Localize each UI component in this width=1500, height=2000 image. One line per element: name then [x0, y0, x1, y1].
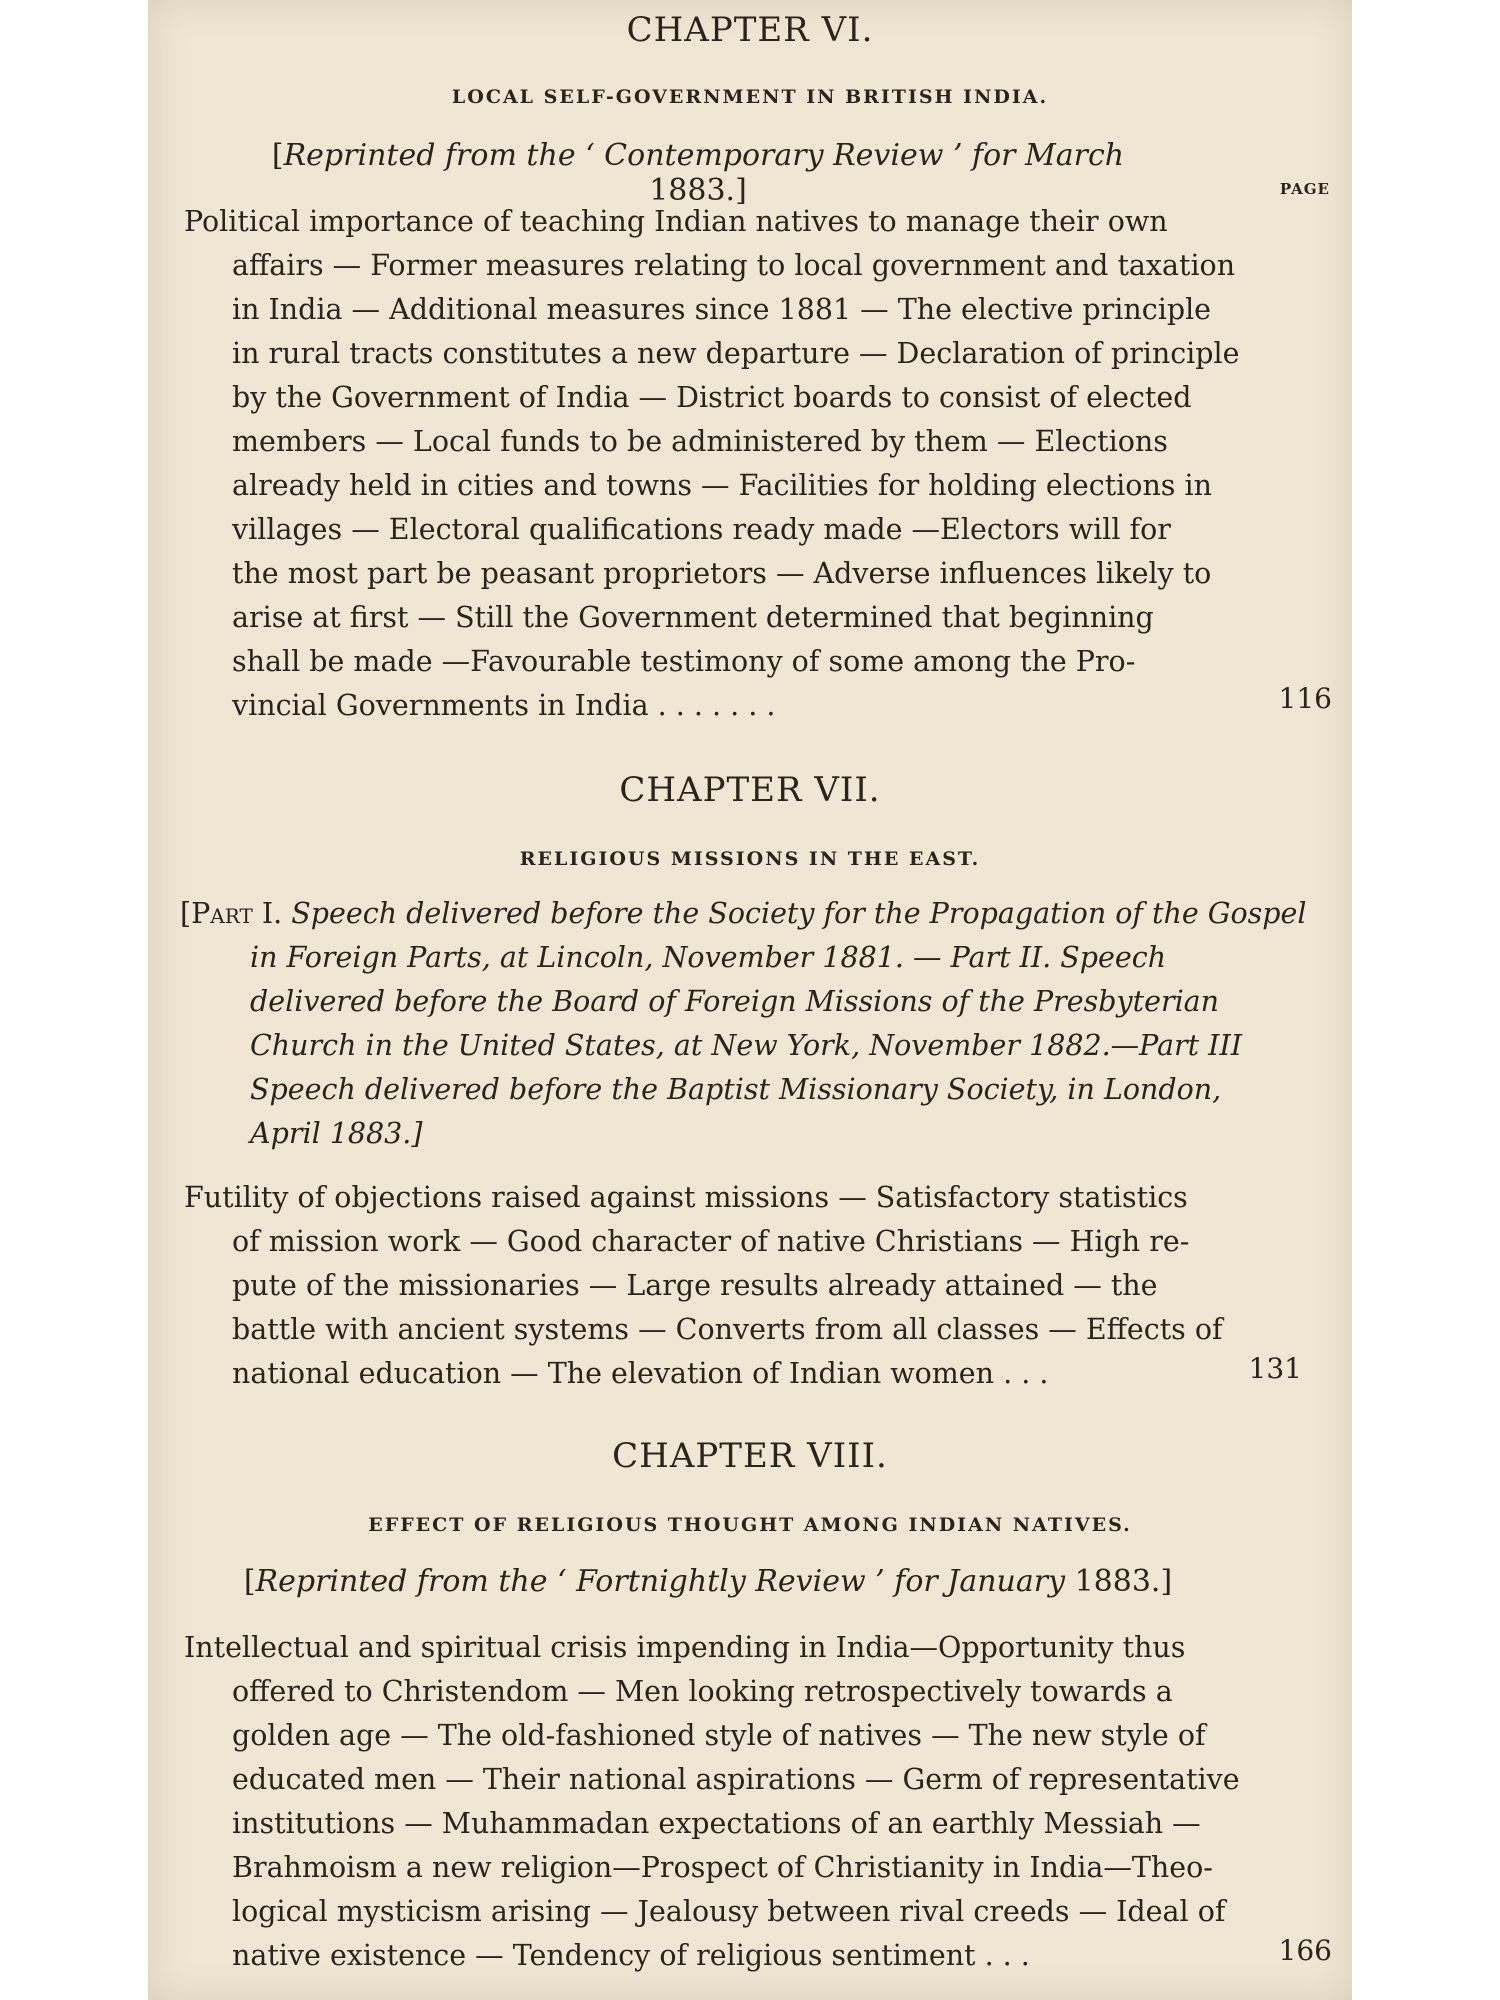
summary-line: native existence — Tendency of religious sentiment . . . [232, 1939, 1030, 1972]
chapter-8-page-number: 166 [1278, 1934, 1332, 1967]
summary-line: golden age — The old-fashioned style of natives — The new style of [232, 1719, 1206, 1752]
reprint-bracket: [ [243, 1564, 256, 1599]
summary-line: battle with ancient systems — Converts from all classes — Effects of [232, 1313, 1223, 1346]
summary-line: national education — The elevation of Indian women . . . [232, 1357, 1049, 1390]
summary-line: villages — Electoral qualifications ready made —Electors will for [232, 513, 1171, 546]
part-label: Part I. [191, 897, 283, 930]
page-column-label: PAGE [1279, 180, 1330, 198]
summary-line: vincial Governments in India . . . . . . . [232, 689, 776, 722]
chapter-8-reprint-note [208, 1564, 1208, 1599]
summary-line: Intellectual and spiritual crisis impending in India—Opportunity thus [184, 1631, 1186, 1664]
chapter-7-parts-note [180, 892, 1330, 1156]
chapter-7-title: CHAPTER VII. [619, 770, 881, 810]
reprint-bracket: [ [271, 138, 284, 173]
parts-text: Speech delivered before the Society for the Propagation of the Gospel [282, 897, 1307, 930]
summary-line: by the Government of India — District boards to consist of elected [232, 381, 1192, 414]
parts-line: delivered before the Board of Foreign Missions of the Presbyterian [250, 985, 1220, 1018]
summary-line: logical mysticism arising — Jealousy between rival creeds — Ideal of [232, 1895, 1226, 1928]
parts-line: Church in the United States, at New York, November 1882.—Part III [250, 1029, 1242, 1062]
summary-line: in India — Additional measures since 1881 — The elective principle [232, 293, 1212, 326]
parts-line: April 1883.] [250, 1117, 423, 1150]
summary-line: in rural tracts constitutes a new departure — Declaration of principle [232, 337, 1240, 370]
summary-line: the most part be peasant proprietors — Adverse influences likely to [232, 557, 1212, 590]
reprint-year: 1883.] [1074, 1564, 1173, 1599]
chapter-7-summary [184, 1176, 1284, 1396]
chapter-6-summary [184, 200, 1284, 728]
chapter-6-page-number: 116 [1278, 682, 1332, 715]
chapter-7-subtitle: RELIGIOUS MISSIONS IN THE EAST. [519, 848, 981, 870]
summary-line: offered to Christendom — Men looking retrospectively towards a [232, 1675, 1173, 1708]
summary-line: of mission work — Good character of native Christians — High re- [232, 1225, 1190, 1258]
summary-line: institutions — Muhammadan expectations of an earthly Messiah — [232, 1807, 1201, 1840]
summary-line: Brahmoism a new religion—Prospect of Christianity in India—Theo- [232, 1851, 1213, 1884]
summary-line: educated men — Their national aspirations — Germ of representative [232, 1763, 1240, 1796]
reprint-text: Reprinted from the ‘ Contemporary Review ’ for March [283, 138, 1125, 173]
summary-line: affairs — Former measures relating to local government and taxation [232, 249, 1236, 282]
summary-line: Futility of objections raised against missions — Satisfactory statistics [184, 1181, 1188, 1214]
parts-bracket: [ [180, 897, 192, 930]
reprint-year: 1883.] [649, 173, 747, 208]
chapter-6-title: CHAPTER VI. [626, 10, 874, 50]
summary-line: Political importance of teaching Indian natives to manage their own [184, 205, 1168, 238]
reprint-text: Reprinted from the ‘ Fortnightly Review ’ for January [255, 1564, 1066, 1599]
chapter-6-subtitle: LOCAL SELF-GOVERNMENT IN BRITISH INDIA. [451, 86, 1049, 108]
chapter-6-reprint-note [248, 138, 1148, 208]
chapter-8-summary [184, 1626, 1284, 1978]
chapter-7-page-number: 131 [1248, 1352, 1302, 1385]
parts-line: Speech delivered before the Baptist Missionary Society, in London, [250, 1073, 1222, 1106]
parts-line [180, 892, 1330, 936]
chapter-8-title: CHAPTER VIII. [612, 1436, 888, 1476]
summary-line: already held in cities and towns — Facilities for holding elections in [232, 469, 1212, 502]
book-page [148, 0, 1352, 2000]
chapter-8-subtitle: EFFECT OF RELIGIOUS THOUGHT AMONG INDIAN NATIVES. [368, 1514, 1132, 1536]
parts-line: in Foreign Parts, at Lincoln, November 1881. — Part II. Speech [250, 941, 1167, 974]
summary-line: members — Local funds to be administered by them — Elections [232, 425, 1168, 458]
summary-line: pute of the missionaries — Large results already attained — the [232, 1269, 1158, 1302]
summary-line: shall be made —Favourable testimony of some among the Pro- [232, 645, 1136, 678]
summary-line: arise at first — Still the Government determined that beginning [232, 601, 1154, 634]
